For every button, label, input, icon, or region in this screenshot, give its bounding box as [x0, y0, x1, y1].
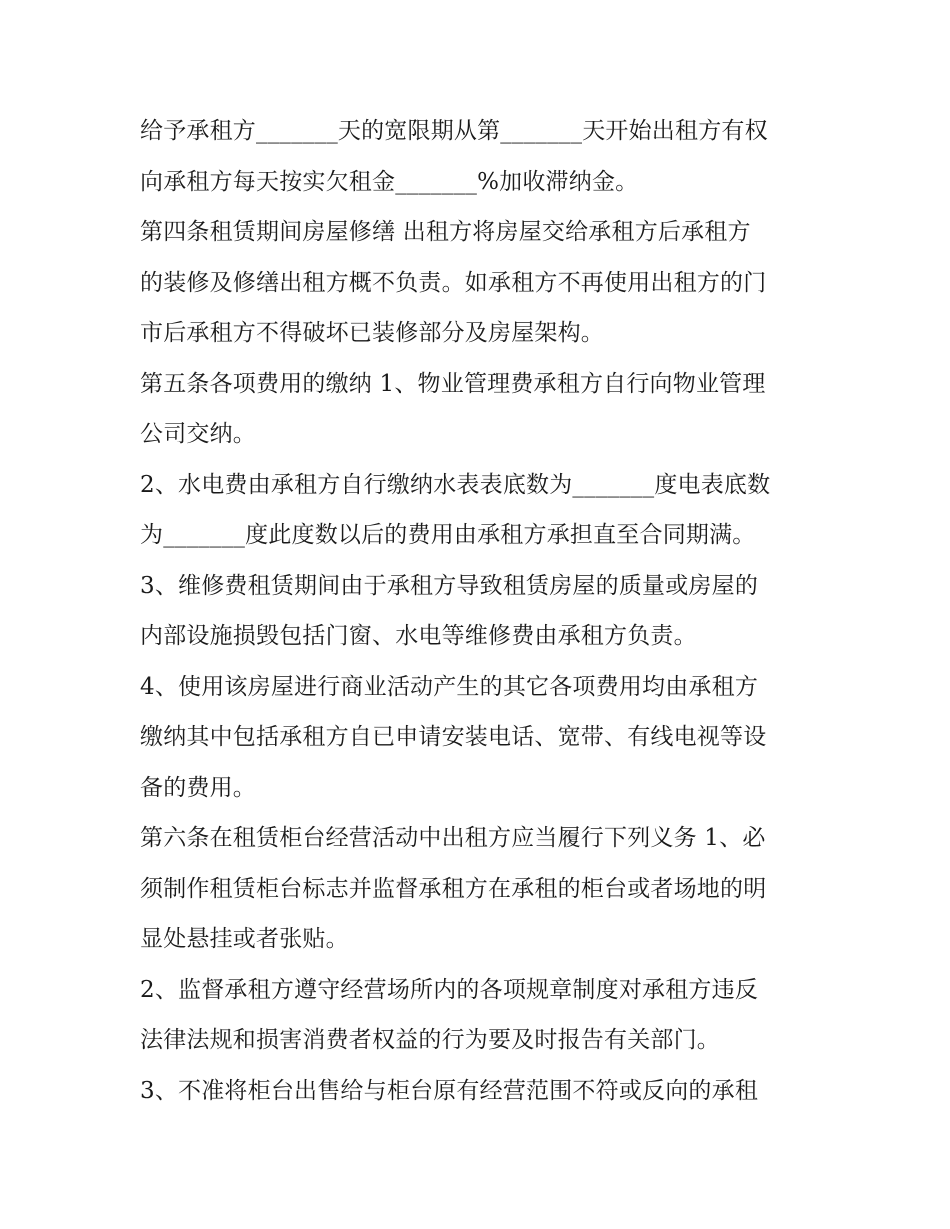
text-line: 法律法规和损害消费者权益的行为要及时报告有关部门。	[140, 1027, 720, 1053]
text-line: 为_______度此度数以后的费用由承租方承担直至合同期满。	[140, 522, 756, 548]
text-line: 2、监督承租方遵守经营场所内的各项规章制度对承租方违反	[140, 976, 759, 1003]
text-line: 市后承租方不得破坏已装修部分及房屋架构。	[140, 320, 604, 346]
text-line: 第五条各项费用的缴纳 1、物业管理费承租方自行向物业管理	[140, 370, 766, 397]
text-line: 3、不准将柜台出售给与柜台原有经营范围不符或反向的承租	[140, 1077, 759, 1104]
text-line: 内部设施损毁包括门窗、水电等维修费由承租方负责。	[140, 623, 697, 649]
text-line: 第六条在租赁柜台经营活动中出租方应当履行下列义务 1、必	[140, 825, 766, 851]
text-line: 第四条租赁期间房屋修缮 出租方将房屋交给承租方后承租方	[140, 219, 751, 245]
text-line: 3、维修费租赁期间由于承租方导致租赁房屋的质量或房屋的	[140, 572, 759, 599]
text-line: 4、使用该房屋进行商业活动产生的其它各项费用均由承租方	[140, 673, 759, 700]
text-line: 公司交纳。	[140, 421, 256, 447]
text-line: 2、水电费由承租方自行缴纳水表表底数为_______度电表底数	[140, 471, 771, 498]
text-line: 须制作租赁柜台标志并监督承租方在承租的柜台或者场地的明	[140, 875, 767, 902]
text-line: 给予承租方_______天的宽限期从第_______天开始出租方有权	[140, 118, 768, 144]
text-line: 缴纳其中包括承租方自已申请安装电话、宽带、有线电视等设	[140, 724, 767, 750]
text-line: 的装修及修缮出租方概不负责。如承租方不再使用出租方的门	[140, 269, 767, 296]
text-line: 显处悬挂或者张贴。	[140, 926, 349, 952]
text-line: 向承租方每天按实欠租金_______%加收滞纳金。	[140, 168, 639, 195]
text-line: 备的费用。	[140, 774, 256, 801]
document-body	[140, 106, 820, 1116]
